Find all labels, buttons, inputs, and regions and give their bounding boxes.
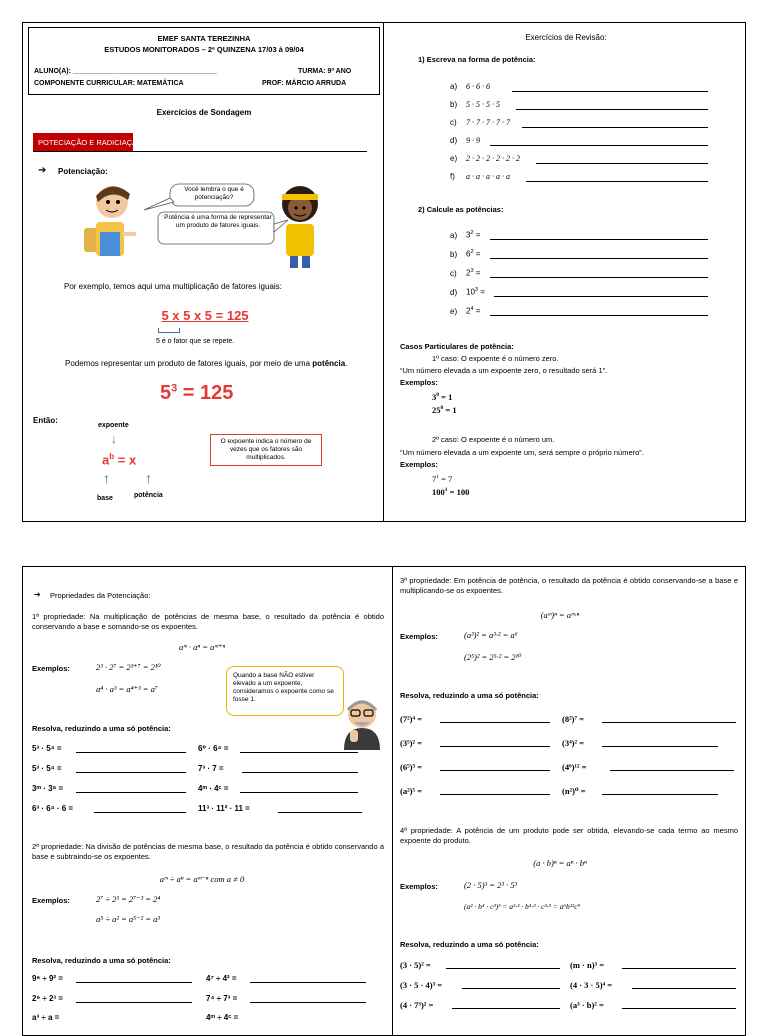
special-cases-title: Casos Particulares de potência: bbox=[400, 342, 514, 351]
case-2-quote: “Um número elevada a um expoente um, será sempre o próprio número”. bbox=[400, 448, 644, 457]
property-1-example-2: a⁴ · a³ = a⁴⁺³ = a⁷ bbox=[96, 684, 158, 694]
q1-item: c) 7 · 7 · 7 · 7 · 7 bbox=[450, 118, 510, 127]
arrow-down-icon: ↓ bbox=[111, 432, 117, 446]
base-label: base bbox=[97, 495, 113, 502]
property-3-example-2: (2⁵)² = 2⁵·² = 2¹⁰ bbox=[464, 652, 522, 662]
answer-line[interactable] bbox=[602, 794, 718, 795]
factor-note: 5 é o fator que se repete. bbox=[156, 338, 235, 345]
answer-line[interactable] bbox=[490, 258, 708, 259]
prop3-exercise: (n²)⁰ = bbox=[562, 786, 586, 796]
arrow-up-base-icon: ↑ bbox=[103, 470, 110, 486]
property-1-formula: aᵐ · aⁿ = aᵐ⁺ⁿ bbox=[178, 642, 226, 652]
prop1-exercise: 4ᵐ · 4ᶜ = bbox=[198, 784, 229, 793]
prop1-exercise: 6³ · 6⁴ · 6 = bbox=[32, 804, 74, 813]
q2-item: a) $3^2$ = bbox=[450, 230, 481, 240]
class-label: TURMA: 9º ANO bbox=[298, 68, 352, 75]
q2-item: e) $2^4$ = bbox=[450, 306, 481, 316]
answer-line[interactable] bbox=[76, 982, 192, 983]
answer-line[interactable] bbox=[94, 812, 186, 813]
property-3: 3ª propriedade: Em potência de potência, o resultado da potência é obtido conservando-se a base e multiplicando-se os expoentes. bbox=[400, 576, 738, 595]
arrow-right-icon: ➔ bbox=[38, 165, 47, 176]
case-1-example-2: $25^0 = 1$ bbox=[432, 405, 457, 415]
prop2-exercise: 7⁴ ÷ 7³ = bbox=[206, 994, 238, 1003]
answer-line[interactable] bbox=[632, 988, 736, 989]
property-1-resolve-label: Resolva, reduzindo a uma só potência: bbox=[32, 724, 171, 733]
property-2-example-2: a⁵ ÷ a² = a⁵⁻² = a³ bbox=[96, 914, 160, 924]
review-title: Exercícios de Revisão: bbox=[525, 33, 607, 42]
property-3-examples-label: Exemplos: bbox=[400, 632, 438, 641]
case-2: 2º caso: O expoente é o número um. bbox=[432, 435, 555, 444]
property-3-example-1: (a³)² = a³·² = a⁶ bbox=[464, 630, 518, 640]
big-power-example bbox=[160, 382, 233, 405]
prop3-exercise: (7²)⁴ = bbox=[400, 714, 422, 724]
prop4-exercise: (3 · 5)² = bbox=[400, 960, 431, 970]
prop3-exercise: (a²)⁵ = bbox=[400, 786, 422, 796]
answer-line[interactable] bbox=[490, 315, 708, 316]
top-sheet-divider bbox=[383, 22, 384, 522]
property-1: 1ª propriedade: Na multiplicação de potências de mesma base, o resultado da potência é obtido conservando a base e somando-se os expoentes. bbox=[32, 612, 384, 631]
property-4: 4ª propriedade: A potência de um produto pode ser obtida, elevando-se cada termo ao mesmo expoente do produto. bbox=[400, 826, 738, 845]
prop2-exercise: 4ᵐ ÷ 4ᶜ = bbox=[206, 1013, 239, 1022]
prop3-exercise: (6⁵)³ = bbox=[400, 762, 422, 772]
q2-item: b) $6^2$ = bbox=[450, 249, 481, 259]
answer-line[interactable] bbox=[494, 296, 708, 297]
answer-line[interactable] bbox=[76, 772, 186, 773]
answer-line[interactable] bbox=[602, 746, 718, 747]
prop1-exercise: 5³ · 5⁴ = bbox=[32, 764, 62, 773]
factor-bracket bbox=[158, 328, 180, 333]
prop2-exercise: a³ ÷ a = bbox=[32, 1013, 60, 1022]
answer-line[interactable] bbox=[516, 109, 708, 110]
answer-line[interactable] bbox=[522, 127, 708, 128]
property-2-resolve-label: Resolva, reduzindo a uma só potência: bbox=[32, 956, 171, 965]
case-1-example-1: $3^0 = 1$ bbox=[432, 392, 453, 402]
answer-line[interactable] bbox=[440, 722, 550, 723]
prop2-exercise: 2⁶ ÷ 2³ = bbox=[32, 994, 63, 1003]
potencia-label: potência bbox=[134, 492, 163, 499]
answer-line[interactable] bbox=[526, 181, 708, 182]
property-4-formula: (a · b)ⁿ = aⁿ · bⁿ bbox=[533, 858, 587, 868]
answer-line[interactable] bbox=[446, 968, 560, 969]
property-1-examples-label: Exemplos: bbox=[32, 664, 70, 673]
topic-banner-label: POTECIAÇÃO E RADICIAÇÃO bbox=[38, 138, 144, 147]
case-1: 1º caso: O expoente é o número zero. bbox=[432, 354, 559, 363]
property-4-example-1: (2 · 5)³ = 2³ · 5³ bbox=[464, 880, 518, 890]
case-2-examples-label: Exemplos: bbox=[400, 460, 438, 469]
answer-line[interactable] bbox=[240, 792, 358, 793]
big-power-base: 5 bbox=[160, 382, 172, 404]
banner-rule bbox=[33, 151, 367, 152]
prop1-exercise: 11³ · 11² · 11 = bbox=[198, 804, 250, 813]
representation-bold: potência bbox=[312, 359, 346, 368]
potenciacao-heading: Potenciação: bbox=[58, 167, 108, 176]
prop2-exercise: 4⁷ ÷ 4² = bbox=[206, 974, 237, 983]
properties-heading: Propriedades da Potenciação: bbox=[50, 591, 151, 600]
prop4-exercise: (4 · 7³)² = bbox=[400, 1000, 434, 1010]
case-1-examples-label: Exemplos: bbox=[400, 378, 438, 387]
property-4-examples-label: Exemplos: bbox=[400, 882, 438, 891]
answer-line[interactable] bbox=[240, 752, 358, 753]
question-1: 1) Escreva na forma de potência: bbox=[418, 55, 536, 64]
property-2-example-1: 2⁷ ÷ 2³ = 2⁷⁻³ = 2⁴ bbox=[96, 894, 161, 904]
subject-label: COMPONENTE CURRICULAR: MATEMÁTICA bbox=[34, 80, 184, 87]
property-2-formula: aᵐ ÷ aⁿ = aᵐ⁻ⁿ com a ≠ 0 bbox=[159, 874, 245, 884]
power-formula bbox=[102, 452, 136, 467]
school-name: EMEF SANTA TEREZINHA bbox=[157, 34, 251, 43]
q1-item: b) 5 · 5 · 5 · 5 bbox=[450, 100, 500, 109]
exponent-note-box: O expoente indica o número de vezes que os fatores são multiplicados. bbox=[210, 434, 322, 466]
prop4-exercise: (a³ · b)² = bbox=[570, 1000, 604, 1010]
q1-item: f) a · a · a · a · a bbox=[450, 172, 510, 181]
studies-title: ESTUDOS MONITORADOS – 2ª QUINZENA 17/03 à 09/04 bbox=[104, 45, 304, 54]
representation-text: Podemos representar um produto de fatores iguais, por meio de uma bbox=[65, 359, 311, 368]
boy-character-icon bbox=[84, 186, 136, 256]
product-expression: 5 x 5 x 5 = 125 bbox=[161, 308, 249, 323]
property-3-formula: (aᵐ)ⁿ = aᵐ·ⁿ bbox=[540, 610, 580, 620]
property-2-examples-label: Exemplos: bbox=[32, 896, 70, 905]
prop2-exercise: 9⁶ ÷ 9² = bbox=[32, 974, 63, 983]
answer-line[interactable] bbox=[610, 770, 734, 771]
answer-line[interactable] bbox=[490, 277, 708, 278]
tip-callout: Quando a base NÃO estiver elevado a um expoente, consideramos o expoente como se fosse 1. bbox=[226, 666, 344, 716]
bottom-sheet-divider bbox=[392, 566, 393, 1036]
entao-label: Então: bbox=[33, 416, 58, 425]
answer-line[interactable] bbox=[250, 1002, 366, 1003]
answer-line[interactable] bbox=[440, 770, 550, 771]
formula-base: a bbox=[102, 452, 110, 468]
answer-line[interactable] bbox=[602, 722, 736, 723]
prop3-exercise: (3⁴)² = bbox=[562, 738, 584, 748]
answer-line[interactable] bbox=[512, 91, 708, 92]
girl-character-icon bbox=[282, 186, 318, 268]
prop3-exercise: (4⁶)¹² = bbox=[562, 762, 587, 772]
prop1-exercise: 5³ · 5⁴ = bbox=[32, 744, 62, 753]
answer-line[interactable] bbox=[440, 746, 550, 747]
speech-bubble-question: Você lembra o que é potenciação? bbox=[184, 186, 244, 201]
prop3-exercise: (8²)⁷ = bbox=[562, 714, 584, 724]
answer-line[interactable] bbox=[76, 752, 186, 753]
answer-line[interactable] bbox=[622, 1008, 736, 1009]
answer-line[interactable] bbox=[452, 1008, 560, 1009]
bottom-sheet bbox=[22, 566, 746, 1036]
q2-item: c) $2^3$ = bbox=[450, 268, 481, 278]
prop4-exercise: (m · n)³ = bbox=[570, 960, 605, 970]
case-1-quote: “Um número elevada a um expoente zero, o resultado será 1”. bbox=[400, 366, 608, 375]
answer-line[interactable] bbox=[242, 772, 358, 773]
property-4-example-2: (a² · b⁴ · c³)³ = a²·³ · b⁴·³ · c³·³ = a⁶b¹²c⁹ bbox=[464, 902, 581, 911]
q1-item: e) 2 · 2 · 2 · 2 · 2 · 2 bbox=[450, 154, 520, 163]
arrow-up-power-icon: ↑ bbox=[145, 470, 152, 486]
q1-item: a) 6 · 6 · 6 bbox=[450, 82, 490, 91]
answer-line[interactable] bbox=[536, 163, 708, 164]
case-2-example-1: $7^1 = 7$ bbox=[432, 474, 453, 484]
prop4-exercise: (4 · 3 · 5)⁴ = bbox=[570, 980, 613, 990]
answer-line[interactable] bbox=[76, 1002, 192, 1003]
big-power-exp: 3 bbox=[171, 382, 178, 395]
answer-line[interactable] bbox=[278, 812, 362, 813]
prop1-exercise: 6⁰ · 6⁴ = bbox=[198, 744, 229, 753]
answer-line[interactable] bbox=[440, 794, 550, 795]
answer-line[interactable] bbox=[76, 792, 186, 793]
q1-item: d) 9 · 9 bbox=[450, 136, 480, 145]
answer-line[interactable] bbox=[490, 239, 708, 240]
property-3-resolve-label: Resolva, reduzindo a uma só potência: bbox=[400, 691, 539, 700]
representation-paragraph: Podemos representar um produto de fatores iguais, por meio de uma potência. bbox=[65, 359, 348, 368]
answer-line[interactable] bbox=[622, 968, 736, 969]
property-4-resolve-label: Resolva, reduzindo a uma só potência: bbox=[400, 940, 539, 949]
section-title: Exercícios de Sondagem bbox=[156, 108, 252, 117]
speech-bubble-answer: Potência é uma forma de representar um produto de fatores iguais. bbox=[164, 214, 272, 229]
arrow-right-icon: ➔ bbox=[34, 590, 41, 599]
answer-line[interactable] bbox=[462, 988, 560, 989]
property-1-example-1: 2³ · 2⁷ = 2³⁺⁷ = 2¹⁰ bbox=[96, 662, 161, 672]
prop1-exercise: 3ᵐ · 3⁸ = bbox=[32, 784, 64, 793]
prop4-exercise: (3 · 5 · 4)³ = bbox=[400, 980, 443, 990]
formula-result: = x bbox=[114, 452, 137, 468]
answer-line[interactable] bbox=[250, 982, 366, 983]
teacher-avatar-icon bbox=[340, 690, 384, 750]
big-power-result: = 125 bbox=[177, 382, 234, 404]
property-2: 2ª propriedade: Na divisão de potências de mesma base, o resultado da potência é obtido conservando a base e subtraindo-se os expoentes. bbox=[32, 842, 384, 861]
case-2-example-2: $100^1 = 100$ bbox=[432, 487, 470, 497]
formula-exponent: b bbox=[109, 452, 115, 461]
teacher-label: PROF: MÁRCIO ARRUDA bbox=[262, 80, 347, 87]
answer-line[interactable] bbox=[490, 145, 708, 146]
prop3-exercise: (3⁵)² = bbox=[400, 738, 422, 748]
question-2: 2) Calcule as potências: bbox=[418, 205, 504, 214]
q2-item: d) $10^3$ = bbox=[450, 287, 485, 297]
student-name-field[interactable]: ALUNO(A): _____________________________________ bbox=[34, 68, 217, 75]
intro-paragraph: Por exemplo, temos aqui uma multiplicação de fatores iguais: bbox=[64, 282, 282, 291]
exponent-label: expoente bbox=[98, 422, 129, 429]
prop1-exercise: 7³ · 7 = bbox=[198, 764, 224, 773]
